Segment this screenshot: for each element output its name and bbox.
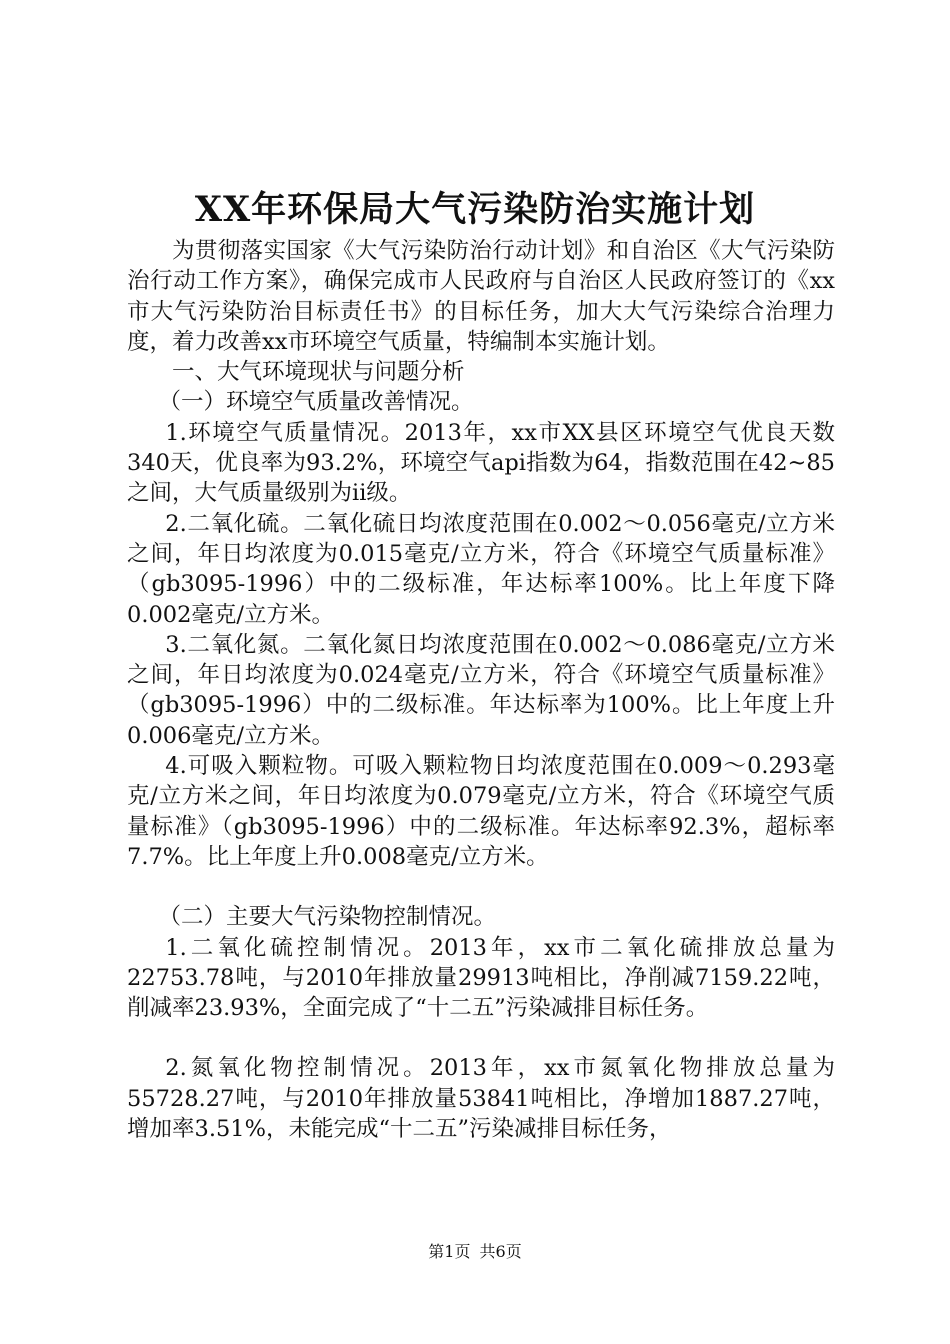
document-body <box>127 236 835 1144</box>
paragraph-particulate-matter: 4.可吸入颗粒物。可吸入颗粒物日均浓度范围在0.009～0.293毫克/立方米之间，年日均浓度为0.079毫克/立方米，符合《环境空气质量标准》（gb3095-1996）中的二级标准。年达标率92.3%，超标率7.7%。比上年度上升0.008毫克/立方米。 <box>127 753 835 870</box>
subsection-heading: （二）主要大气污染物控制情况。 <box>158 904 497 931</box>
paragraph-so2-control: 1.二氧化硫控制情况。2013年，xx市二氧化硫排放总量为22753.78吨，与2010年排放量29913吨相比，净削减7159.22吨，削减率23.93%，全面完成了“十二五”污染减排目标任务。 <box>127 934 835 1022</box>
paragraph-sulfur-dioxide: 2.二氧化硫。二氧化硫日均浓度范围在0.002～0.056毫克/立方米之间，年日均浓度为0.015毫克/立方米，符合《环境空气质量标准》（gb3095-1996）中的二级标准，年达标率100%。比上年度下降0.002毫克/立方米。 <box>127 510 835 628</box>
section-heading: 一、大气环境现状与问题分析 <box>172 359 465 386</box>
subsection-heading: （一）环境空气质量改善情况。 <box>158 389 474 416</box>
paragraph-nox-control: 2.氮氧化物控制情况。2013年，xx市氮氧化物排放总量为55728.27吨，与2010年排放量53841吨相比，净增加1887.27吨，增加率3.51%，未能完成“十二五”污染减排目标任务， <box>127 1055 835 1143</box>
document-title: XX年环保局大气污染防治实施计划 <box>194 189 756 230</box>
intro-paragraph: 为贯彻落实国家《大气污染防治行动计划》和自治区《大气污染防治行动工作方案》，确保完成市人民政府与自治区人民政府签订的《xx市大气污染防治目标责任书》的目标任务，加大大气污染综合治理力度，着力改善xx市环境空气质量，特编制本实施计划。 <box>127 238 835 355</box>
paragraph-air-quality: 1.环境空气质量情况。2013年，xx市XX县区环境空气优良天数340天，优良率为93.2%，环境空气api指数为64，指数范围在42~85之间，大气质量级别为ii级。 <box>127 419 835 507</box>
page-footer: 第1页 共6页 <box>428 1242 522 1261</box>
paragraph-nitrogen-dioxide: 3.二氧化氮。二氧化氮日均浓度范围在0.002～0.086毫克/立方米之间，年日均浓度为0.024毫克/立方米，符合《环境空气质量标准》（gb3095-1996）中的二级标准。年达标率为100%。比上年度上升0.006毫克/立方米。 <box>127 631 835 749</box>
